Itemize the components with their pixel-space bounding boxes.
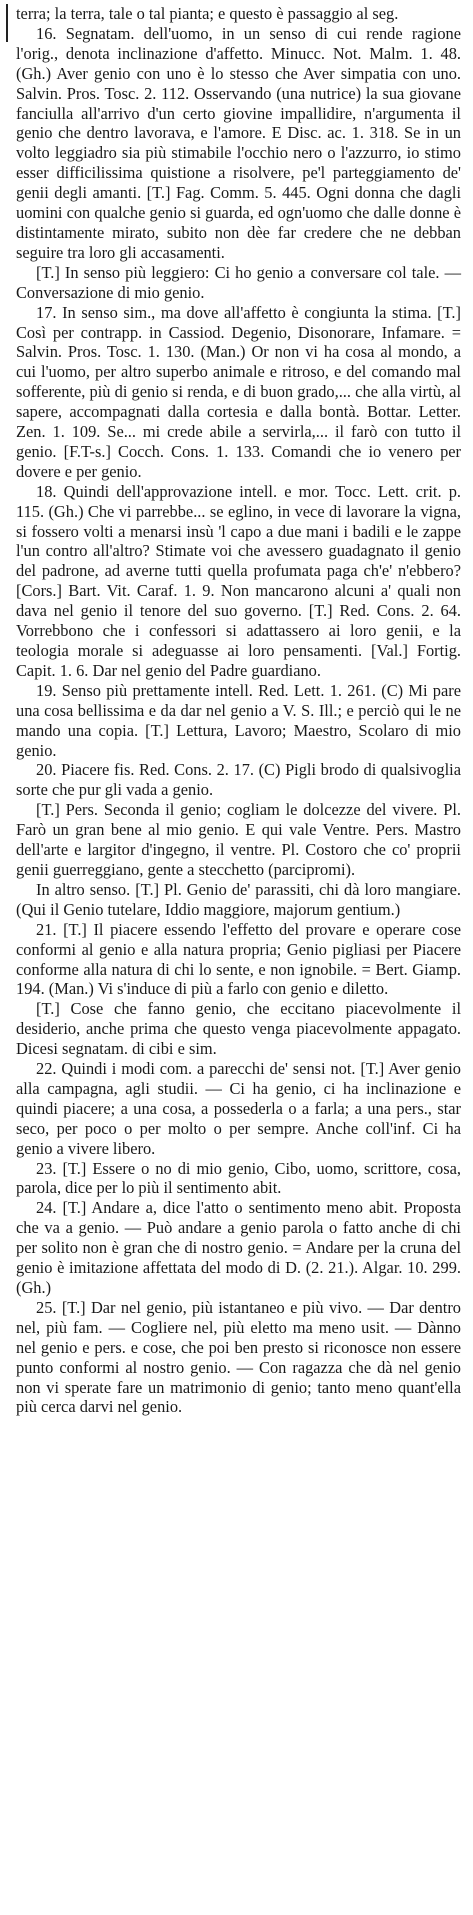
entry-21: 21. [T.] Il piacere essendo l'effetto del provare e operare cose conformi al genio e alla natura propria; Genio pigliasi per Piacere conforme alla natura di chi lo sente, e non ignobile. = Bert. Giamp. 194. (Man.) Vi s'induce di più a farlo con genio e diletto. bbox=[16, 919, 461, 999]
entry-22: 22. Quindi i modi com. a parecchi de' sensi not. [T.] Aver genio alla campagna, agli studii. — Ci ha genio, ci ha inclinazione e quindi piacere; a una cosa, a possederla o a farla; a una pers., star seco, per poco o per molto o per sempre. Anche coll'inf. Ci ha genio a vivere libero. bbox=[16, 1059, 461, 1158]
entry-16: 16. Segnatam. dell'uomo, in un senso di cui rende ragione l'orig., denota inclinazione d'affetto. Minucc. Not. Malm. 1. 48. (Gh.) Aver genio con uno è lo stesso che Aver simpatia con uno. Salvin. Pros. Tosc. 2. 112. Osservando (una nutrice) la sua giovane fanciulla all'arrivo d'un certo giovine impallidire, n'argumenta il genio che dentro lavorava, e l'amore. E Disc. ac. 1. 318. Se in un volto leggiadro sia più stimabile l'occhio nero o l'azzurro, io stimo esser difficilissima quistione a risolvere, pe'l parteggiamento de' genii degli amanti. [T.] Fag. Comm. 5. 445. Ogni donna che dagli uomini con qualche genio si guarda, ed ogn'uomo che dalle donne è distintamente mirato, subito non dèe far credere che ne debban seguire tra loro gli accasamenti. bbox=[16, 23, 461, 262]
entry-25: 25. [T.] Dar nel genio, più istantaneo e più vivo. — Dar dentro nel, più fam. — Cogliere nel, più eletto ma meno usit. — Dànno nel genio e pers. e cose, che poi ben presto si riconosce non essere punto conformi al nostro genio. — Con ragazza che dà nel genio non vi sperate fare un matrimonio di genio; tanto meno quant'ella più cerca darvi nel genio. bbox=[16, 1297, 461, 1417]
entry-16-lighter-sense: [T.] In senso più leggiero: Ci ho genio a conversare col tale. — Conversazione di mio genio. bbox=[16, 262, 461, 302]
column-rule bbox=[6, 4, 8, 42]
entry-17: 17. In senso sim., ma dove all'affetto è congiunta la stima. [T.] Così per contrapp. in Cassiod. Degenio, Disonorare, Infamare. = Salvin. Pros. Tosc. 1. 130. (Man.) Or non vi ha cosa al mondo, a cui l'uomo, per altro superbo animale e ritroso, e del comando mal sofferente, più di genio si renda, e di buon grado,... che alla virtù, al sapere, accompagnati dalla cortesia e dalla bontà. Bottar. Letter. Zen. 1. 109. Se... mi crede abile a servirla,... il farò con tutto il genio. [F.T-s.] Cocch. Cons. 1. 133. Comandi che io venero per dovere e per genio. bbox=[16, 302, 461, 481]
entry-20-other-sense: In altro senso. [T.] Pl. Genio de' parassiti, chi dà loro mangiare. (Qui il Genio tutelare, Iddio maggiore, majorum gentium.) bbox=[16, 879, 461, 919]
entry-19: 19. Senso più prettamente intell. Red. Lett. 1. 261. (C) Mi pare una cosa bellissima e da dar nel genio a V. S. Ill.; e perciò qui le ne mando una copia. [T.] Lettura, Lavoro; Maestro, Scolaro di mio genio. bbox=[16, 680, 461, 760]
entry-continuation: terra; la terra, tale o tal pianta; e questo è passaggio al seg. bbox=[16, 4, 399, 23]
entry-24: 24. [T.] Andare a, dice l'atto o sentimento meno abit. Proposta che va a genio. — Può andare a genio parola o fatto anche di chi per solito non è gran che di nostro genio. = Andare per la cruna del genio è imitazione affettata del modo di D. (2. 21.). Algar. 10. 299. (Gh.) bbox=[16, 1198, 461, 1297]
entry-18: 18. Quindi dell'approvazione intell. e mor. Tocc. Lett. crit. p. 115. (Gh.) Che vi parrebbe... se eglino, in vece di lavorare la vigna, si fossero volti a menarsi insù 'l capo a due mani i badili e le zappe l'un contro all'altro? Stimate voi che avessero guadagnato il genio del padrone, ad averne tutti quella profumata paga ch'e' n'ebbero? [Cors.] Bart. Vit. Caraf. 1. 9. Non mancarono alcuni a' quali non dava nel genio il tenore del suo governo. [T.] Red. Cons. 2. 64. Vorrebbono che i confessori si adattassero ai loro genii, e la teologia morale si adeguasse ai loro pensamenti. [Val.] Fortig. Capit. 1. 6. Dar nel genio del Padre guardiano. bbox=[16, 481, 461, 680]
entry-20-pers: [T.] Pers. Seconda il genio; cogliam le dolcezze del vivere. Pl. Farò un gran bene al mio genio. E qui vale Ventre. Pers. Mastro dell'arte e largitor d'ingegno, il ventre. Pl. Costoro che co' proprii genii guerreggiano, gente a stecchetto (parcipromi). bbox=[16, 800, 461, 879]
entry-21-cose: [T.] Cose che fanno genio, che eccitano piacevolmente il desiderio, anche prima che questo venga piacevolmente appagato. Dicesi segnatam. di cibi e sim. bbox=[16, 999, 461, 1059]
entry-20: 20. Piacere fis. Red. Cons. 2. 17. (C) Pigli brodo di qualsivoglia sorte che pur gli vada a genio. bbox=[16, 760, 461, 800]
entry-23: 23. [T.] Essere o no di mio genio, Cibo, uomo, scrittore, cosa, parola, dice per lo più il sentimento abit. bbox=[16, 1158, 461, 1198]
